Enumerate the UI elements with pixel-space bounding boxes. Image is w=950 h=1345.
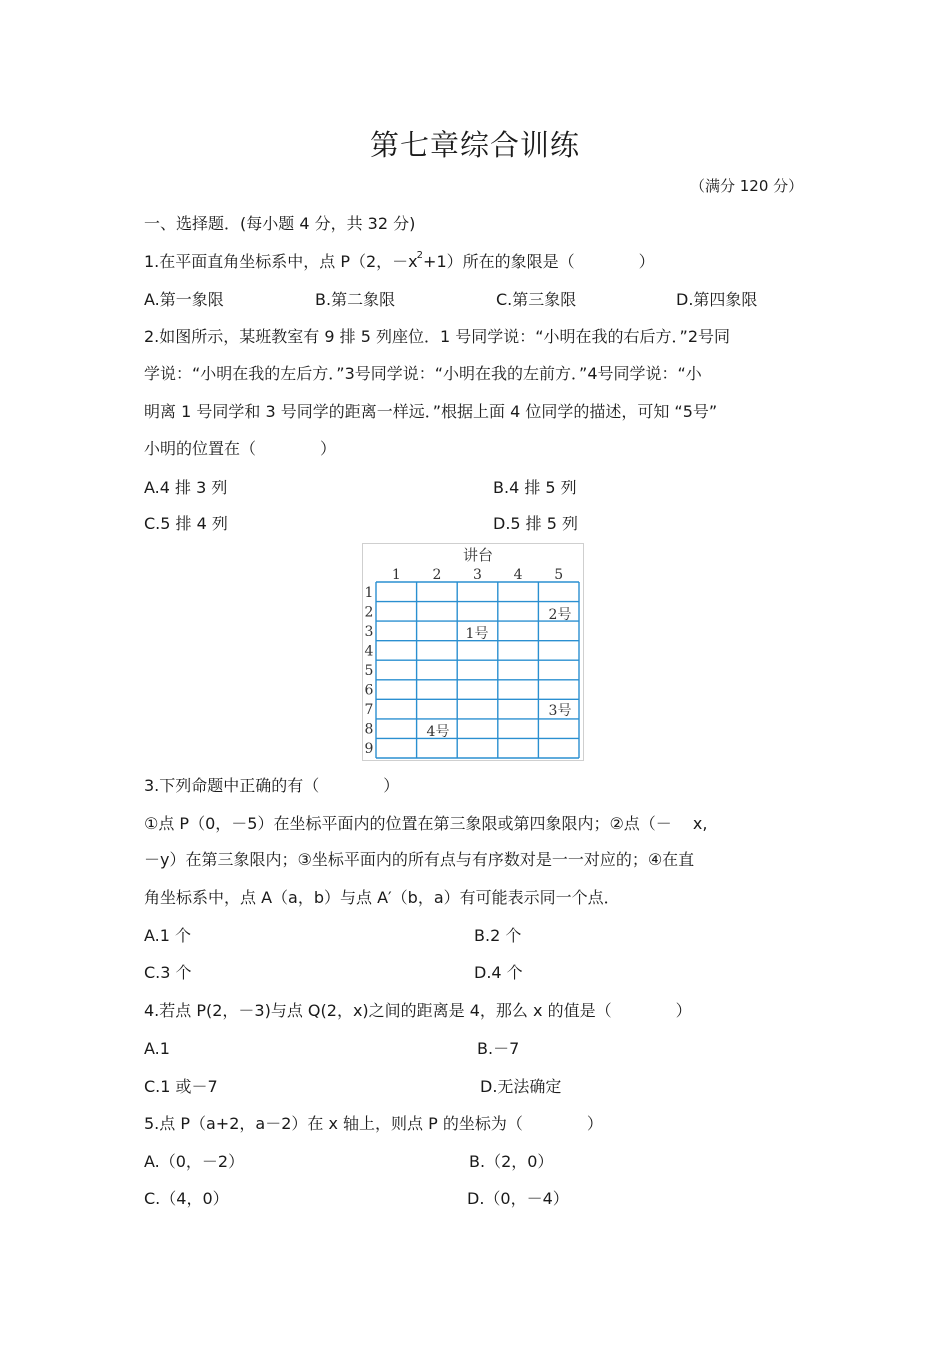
q1-option-a: A.第一象限 — [144, 290, 224, 309]
q2-option-a: A.4 排 3 列 — [144, 478, 228, 497]
q3-line-3: 角坐标系中，点 A（a，b）与点 A′（b，a）有可能表示同一个点． — [144, 888, 620, 907]
student-4-label: 4号 — [426, 724, 450, 740]
row-labels — [365, 585, 374, 757]
q1-option-d: D.第四象限 — [676, 290, 758, 309]
row-label: 2 — [364, 604, 374, 621]
q2-line-1: 2.如图所示，某班教室有 9 排 5 列座位．1 号同学说：“小明在我的右后方．”2号同 — [144, 327, 730, 346]
student-1-label: 1号 — [465, 626, 489, 642]
row-label: 7 — [364, 702, 374, 719]
row-label: 8 — [364, 721, 374, 738]
q1-stem-a: 1.在平面直角坐标系中，点 P（2，－x — [144, 252, 418, 271]
row-label: 1 — [364, 584, 374, 601]
q3-option-a: A.1 个 — [144, 926, 192, 945]
row-label: 4 — [364, 643, 374, 660]
q3-option-b: B.2 个 — [474, 926, 522, 945]
q2-line-4: 小明的位置在（ ） — [144, 439, 337, 458]
column-label: 3 — [473, 567, 482, 583]
q5-option-a: A.（0，－2） — [144, 1152, 245, 1171]
q3-option-d: D.4 个 — [474, 963, 523, 982]
q1-option-b: B.第二象限 — [315, 290, 396, 309]
q2-option-c: C.5 排 4 列 — [144, 514, 228, 533]
q2-line-2: 学说：“小明在我的左后方．”3号同学说：“小明在我的左前方．”4号同学说：“小 — [144, 364, 702, 383]
q4-option-a: A.1 — [144, 1039, 170, 1058]
q2-option-d: D.5 排 5 列 — [493, 514, 579, 533]
q1-option-c: C.第三象限 — [496, 290, 577, 309]
row-label: 6 — [364, 682, 374, 699]
row-label: 9 — [364, 741, 374, 758]
column-label: 5 — [554, 567, 564, 583]
q5-option-d: D.（0，－4） — [467, 1189, 569, 1208]
seating-chart-figure — [362, 543, 584, 761]
student-2-label: 2号 — [548, 607, 572, 623]
student-3-label: 3号 — [548, 703, 572, 719]
q4-option-b: B.－7 — [477, 1039, 520, 1058]
column-label: 4 — [513, 567, 523, 583]
q2-line-3: 明离 1 号同学和 3 号同学的距离一样远．”根据上面 4 位同学的描述，可知 “5号” — [144, 402, 718, 421]
q4-stem: 4.若点 P(2，－3)与点 Q(2，x)之间的距离是 4，那么 x 的值是（ ） — [144, 1001, 692, 1020]
q5-option-c: C.（4，0） — [144, 1189, 229, 1208]
q3-stem: 3.下列命题中正确的有（ ） — [144, 776, 400, 795]
page-title: 第七章综合训练 — [369, 128, 580, 162]
row-label: 3 — [364, 623, 374, 640]
section-heading: 一、选择题．(每小题 4 分，共 32 分) — [144, 214, 416, 233]
q3-line-1: ①点 P（0，－5）在坐标平面内的位置在第三象限或第四象限内；②点（－ x, — [144, 814, 708, 833]
q5-stem: 5.点 P（a+2，a－2）在 x 轴上，则点 P 的坐标为（ ） — [144, 1114, 603, 1133]
q4-option-c: C.1 或－7 — [144, 1077, 218, 1096]
q1-stem-b: +1）所在的象限是（ ） — [423, 252, 655, 271]
row-label: 5 — [364, 663, 374, 679]
column-labels — [392, 567, 563, 583]
column-label: 2 — [432, 567, 442, 583]
q3-line-2: －y）在第三象限内；③坐标平面内的所有点与有序数对是一一对应的；④在直 — [144, 850, 695, 869]
full-score: （满分 120 分） — [690, 177, 804, 195]
q4-option-d: D.无法确定 — [480, 1077, 562, 1096]
q1-superscript: 2 — [416, 250, 424, 261]
q1-stem — [144, 252, 655, 275]
column-label: 1 — [391, 567, 401, 583]
q5-option-b: B.（2，0） — [469, 1152, 554, 1171]
q3-option-c: C.3 个 — [144, 963, 192, 982]
podium-label: 讲台 — [462, 546, 494, 564]
q2-option-b: B.4 排 5 列 — [493, 478, 577, 497]
